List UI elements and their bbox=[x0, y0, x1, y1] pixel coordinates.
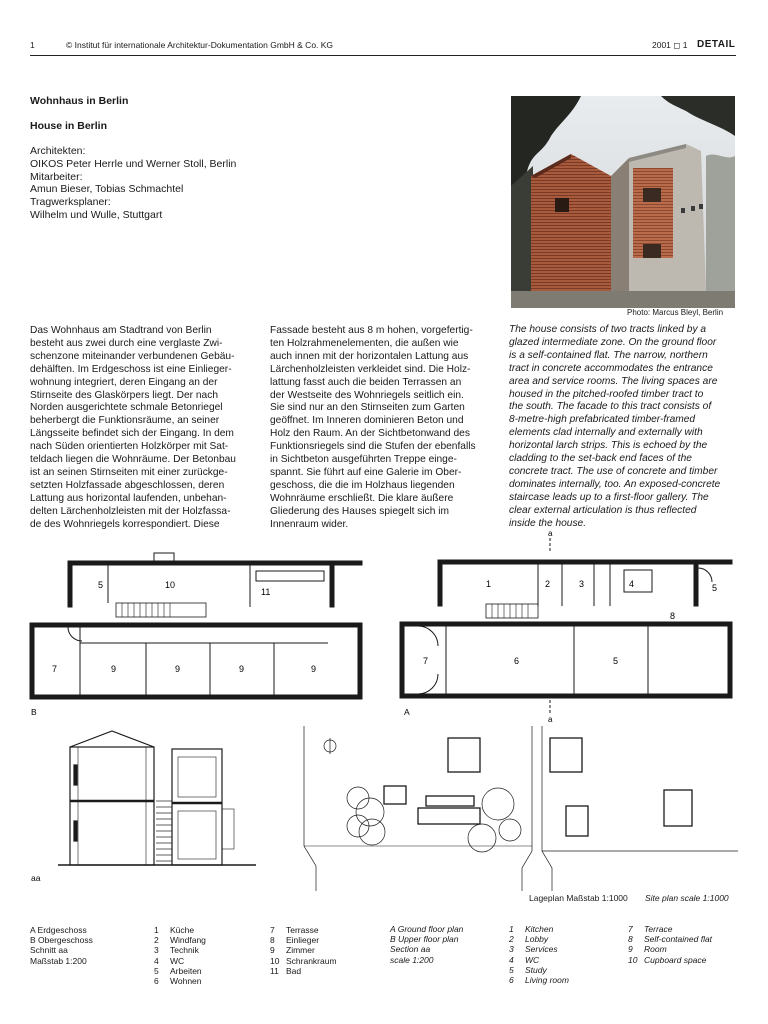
page-number: 1 bbox=[30, 40, 35, 50]
legend-en-rooms-2: 7 Terrace 8 Self-contained flat 9 Room 10 Cupboard space bbox=[628, 924, 713, 965]
credit-line: Wilhelm und Wulle, Stuttgart bbox=[30, 208, 163, 221]
credit-line: Tragwerksplaner: bbox=[30, 196, 111, 209]
section-label: aa bbox=[31, 873, 41, 883]
copyright-line: © Institut für internationale Architektur-Dokumentation GmbH & Co. KG bbox=[66, 40, 334, 50]
room-number: 9 bbox=[111, 664, 117, 674]
room-number: 5 bbox=[712, 583, 718, 593]
credit-line: Mitarbeiter: bbox=[30, 170, 83, 183]
room-number: 5 bbox=[613, 656, 619, 666]
site-plan bbox=[296, 726, 738, 891]
photo-credit: Photo: Marcus Bleyl, Berlin bbox=[627, 308, 724, 317]
legend-en-plans: A Ground floor plan B Upper floor plan Section aa scale 1:200 bbox=[390, 924, 464, 965]
section-aa bbox=[28, 725, 268, 885]
legend-de-rooms-2: 7 Terrasse 8 Einlieger 9 Zimmer 10 Schrankraum 11 Bad bbox=[270, 925, 337, 976]
legend-en-rooms-1: 1 Kitchen 2 Lobby 3 Services 4 WC 5 Study 6 Living room bbox=[509, 924, 569, 986]
credit-line: Amun Bieser, Tobias Schmachtel bbox=[30, 183, 184, 196]
room-number: 9 bbox=[175, 664, 181, 674]
room-number: 8 bbox=[670, 611, 676, 621]
room-number: 3 bbox=[579, 579, 585, 589]
room-number: 9 bbox=[311, 664, 317, 674]
plan-label: A bbox=[404, 707, 410, 717]
credit-line: OIKOS Peter Herrle und Werner Stoll, Berlin bbox=[30, 157, 237, 170]
section-mark: a bbox=[548, 715, 553, 723]
room-number: 6 bbox=[514, 656, 520, 666]
plan-label: B bbox=[31, 707, 37, 717]
section-mark: a bbox=[548, 529, 553, 538]
site-plan-caption-de: Lageplan Maßstab 1:1000 bbox=[529, 893, 628, 903]
credit-line: Architekten: bbox=[30, 145, 86, 157]
upper-floor-plan bbox=[28, 545, 368, 720]
text-english: The house consists of two tracts linked by a glazed intermediate zone. On the ground floor is a self-contained flat. The narrow, northern tract in concrete accommodates the entrance area and service rooms. The living spaces are housed in the pitched-roofed timber tract to the south. The facade to this tract consists of 8-metre-high prefabricated timber-framed elements clad internally and externally with horizontal larch strips. This is echoed by the cladding to the set-back end faces of the concrete tract. The use of concrete and timber dominates internally, too. An exposed-concrete staircase leads up to a first-floor gallery. The clear external articulation is thus reflected inside the house. bbox=[509, 324, 721, 529]
legend-de-rooms-1: 1 Küche 2 Windfang 3 Technik 4 WC 5 Arbeiten 6 Wohnen bbox=[154, 925, 206, 987]
house-photo bbox=[511, 96, 735, 308]
room-number: 5 bbox=[98, 580, 104, 590]
room-number: 7 bbox=[423, 656, 429, 666]
ground-floor-plan bbox=[398, 528, 738, 723]
site-plan-caption-en: Site plan scale 1:1000 bbox=[645, 893, 729, 903]
room-number: 1 bbox=[486, 579, 492, 589]
title-english: House in Berlin bbox=[30, 120, 108, 132]
credits-block bbox=[30, 145, 236, 222]
room-number: 10 bbox=[165, 580, 176, 590]
room-number: 11 bbox=[261, 587, 271, 597]
title-german: Wohnhaus in Berlin bbox=[30, 95, 129, 107]
room-number: 7 bbox=[52, 664, 58, 674]
room-number: 9 bbox=[239, 664, 245, 674]
room-number: 2 bbox=[545, 579, 551, 589]
brand-logo: DETAIL bbox=[697, 39, 736, 50]
legend-de-plans: A Erdgeschoss B Obergeschoss Schnitt aa Maßstab 1:200 bbox=[30, 925, 93, 966]
text-german-col1: Das Wohnhaus am Stadtrand von Berlin besteht aus zwei durch eine verglaste Zwi- schenzone miteinander verbundenen Gebäu- dehälften. Im Erdgeschoss ist eine Einlieger- wohnung integriert, deren Eingang an der Stirnseite des Glaskörpers liegt. Der nach Norden ausgerichtete schmale Betonriegel beherbergt die Funktionsräume, an seiner Längsseite befindet sich der Eingang. In dem nach Süden orientierten Holzkörper mit Sat- teldach liegen die Wohnräume. Der Betonbau ist an seinen Stirnseiten mit einer zurückge- setzten Holzfassade abgeschlossen, deren Lattung aus horizontal laufenden, unbehan- delten Lärchenholzleisten mit der Holzfassa- de des Wohnriegels korrespondiert. Diese bbox=[30, 325, 236, 530]
header-rule bbox=[30, 55, 736, 56]
room-number: 4 bbox=[629, 579, 635, 589]
text-german-col2: Fassade besteht aus 8 m hohen, vorgefertig- ten Holzrahmenelementen, die außen wie auch innen mit der horizontalen Lattung aus Lärchenholzleisten verkleidet sind. Die Holz- lattung fasst auch die beiden Terrassen an der Westseite des Wohnriegels seitlich ein. Sie sind nur an den Stirnseiten zum Garten geöffnet. Im Inneren dominieren Beton und Holz den Raum. An der Sichtbetonwand des Funktionsriegels sind die Stufen der ebenfalls in Sichtbeton ausgeführten Treppe einge- spannt. Sie führt auf eine Galerie im Ober- geschoss, die die im Holzhaus liegenden Wohnräume erschließt. Die klare äußere Gliederung des Hauses spiegelt sich im Innenraum wider. bbox=[270, 325, 476, 530]
issue-label: 2001 ◻ 1 bbox=[652, 40, 688, 50]
